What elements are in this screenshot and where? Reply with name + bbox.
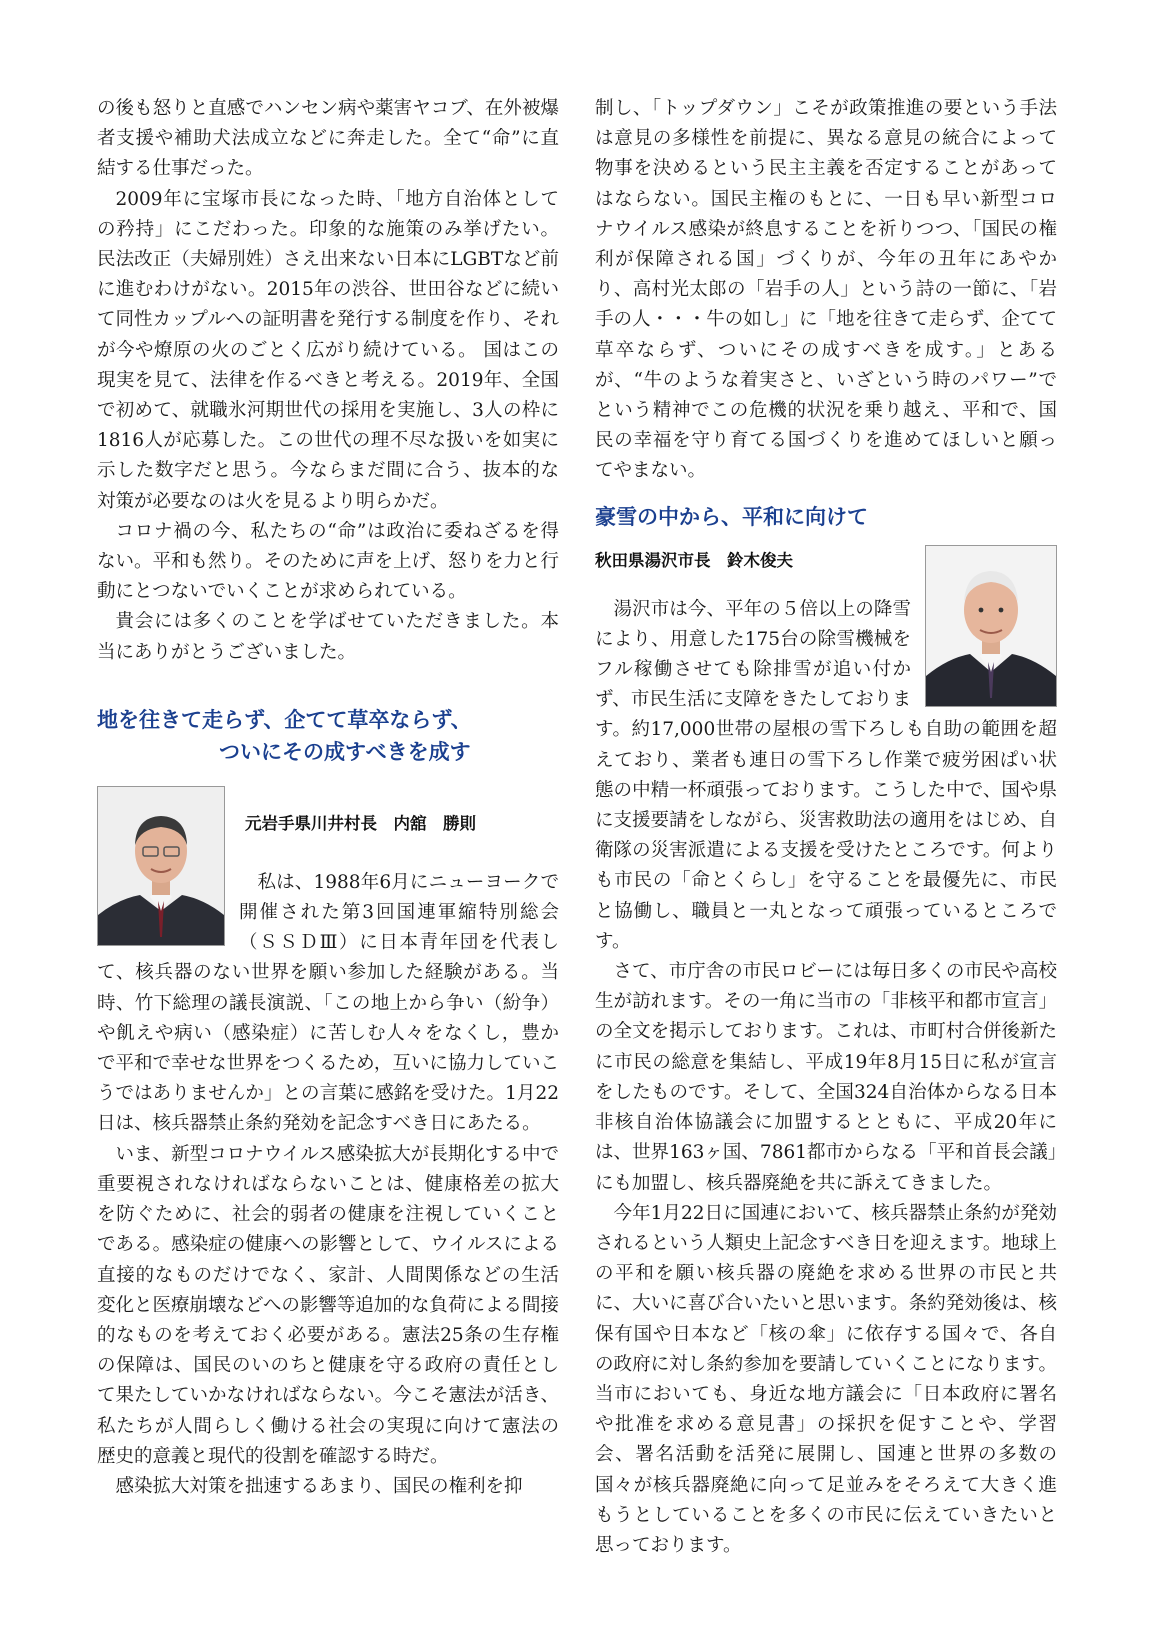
body-paragraph: 貴会には多くのことを学ばせていただきました。本当にありがとうございました。 bbox=[97, 611, 559, 663]
byline-suzuki: 秋田県湯沢市長 鈴木俊夫 bbox=[595, 550, 793, 570]
right-column bbox=[595, 94, 1057, 1561]
portrait-photo-suzuki bbox=[925, 545, 1057, 707]
byline-uchidate: 元岩手県川井村長 内舘 勝則 bbox=[245, 813, 476, 833]
body-paragraph: さて、市庁舎の市民ロビーには毎日多くの市民や高校生が訪れます。その一角に当市の「非核平和都市宣言」の全文を掲示しております。これは、市町村合併後新たに市民の総意を集結し、平成19年8月15日に私が宣言をしたものです。そして、全国324自治体からなる日本非核自治体協議会に加盟するとともに、平成20年には、世界163ヶ国、7861都市からなる「平和首長会議」にも加盟し、核兵器廃絶を共に訴えてきました。 bbox=[595, 961, 1057, 1194]
left-column bbox=[97, 94, 559, 1502]
body-paragraph: 今年1月22日に国連において、核兵器禁止条約が発効されるという人類史上記念すべき日を迎えます。地球上の平和を願い核兵器の廃絶を求める世界の市民と共に、大いに喜び合いたいと思います。条約発効後は、核保有国や日本など「核の傘」に依存する国々で、各自の政府に対し条約参加を要請していくことになります。当市においても、身近な地方議会に「日本政府に署名や批准を求める意見書」の採択を促すことや、学習会、署名活動を活発に展開し、国連と世界の多数の国々が核兵器廃絶に向って足並みをそろえて大きく進もうとしていることを多くの市民に伝えていきたいと思っております。 bbox=[595, 1202, 1057, 1556]
body-paragraph: 湯沢市は今、平年の５倍以上の降雪により、用意した175台の除雪機械をフル稼働させても除排雪が追い付かず、市民生活に支障をきたしております。約17,000世帯の屋根の雪下ろしも自助の範囲を超えており、業者も連日の雪下ろし作業で疲労困ぱい状態の中精一杯頑張っております。こうした中で、国や県に支援要請をしながら、災害救助法の適用をはじめ、自衛隊の災害派遣による支援を受けたところです。何よりも市民の「命とくらし」を守ることを最優先に、市民と協働し、職員と一丸となって頑張っているところです。 bbox=[595, 598, 1057, 952]
section-title-line2: ついにその成すべきを成す bbox=[219, 739, 471, 764]
body-paragraph: コロナ禍の今、私たちの“命”は政治に委ねざるを得ない。平和も然り。そのために声を上げ、怒りを力と行動にとつないでいくことが求められている。 bbox=[97, 520, 559, 603]
body-paragraph: の後も怒りと直感でハンセン病や薬害ヤコブ、在外被爆者支援や補助犬法成立などに奔走した。全て“命”に直結する仕事だった。 bbox=[97, 98, 559, 180]
body-paragraph: 感染拡大対策を拙速するあまり、国民の権利を抑 bbox=[115, 1475, 523, 1497]
section-title-snow: 豪雪の中から、平和に向けて bbox=[595, 504, 868, 529]
section-title-line1: 地を往きて走らず、企てて草卒ならず、 bbox=[97, 707, 472, 732]
body-paragraph: 制し、「トップダウン」こそが政策推進の要という手法は意見の多様性を前提に、異なる意見の統合によって物事を決めるという民主主義を否定することがあってはならない。国民主権のもとに、一日も早い新型コロナウイルス感染が終息することを祈りつつ、「国民の権利が保障される国」づくりが、今年の丑年にあやかり、高村光太郎の「岩手の人」という詩の一節に、「岩手の人・・・牛の如し」に「地を往きて走らず、企てて草卒ならず、ついにその成すべきを成す。」とあるが、“牛のような着実さと、いざという時のパワー”でという精神でこの危機的状況を乗り越え、平和で、国民の幸福を守り育てる国づくりを進めてほしいと願ってやまない。 bbox=[595, 98, 1057, 482]
body-paragraph: 2009年に宝塚市長になった時、「地方自治体としての矜持」にこだわった。印象的な施策のみ挙げたい。民法改正（夫婦別姓）さえ出来ない日本にLGBTなど前に進むわけがない。2015年の渋谷、世田谷などに続いて同性カップルへの証明書を発行する制度を作り、それが今や燎原の火のごとく広がり続けている。 国はこの現実を見て、法律を作るべきと考える。2019年、全国で初めて、就職氷河期世代の採用を実施し、3人の枠に1816人が応募した。この世代の理不尽な扱いを如実に示した数字だと思う。今ならまだ間に合う、抜本的な対策が必要なのは火を見るより明らかだ。 bbox=[97, 188, 559, 512]
body-paragraph: 私は、1988年6月にニューヨークで開催された第3回国連軍縮特別総会（ＳＳＤⅢ）に日本青年団を代表して、核兵器のない世界を願い参加した経験がある。当時、竹下総理の議長演説、「この地上から争い（紛争）や飢えや病い（感染症）に苦しむ人々をなくし，豊かで平和で幸せな世界をつくるため，互いに協力していこうではありませんか」との言葉に感銘を受けた。1月22日は、核兵器禁止条約発効を記念すべき日にあたる。 bbox=[97, 871, 559, 1135]
person-portrait-icon bbox=[926, 546, 1056, 706]
portrait-photo-uchidate bbox=[97, 786, 225, 946]
person-portrait-icon bbox=[98, 787, 224, 945]
body-paragraph: いま、新型コロナウイルス感染拡大が長期化する中で重要視されなければならないことは、健康格差の拡大を防ぐために、社会的弱者の健康を注視していくことである。感染症の健康への影響として、ウイルスによる直接的なものだけでなく、家計、人間関係などの生活変化と医療崩壊などへの影響等追加的な負荷による間接的なものを考えておく必要がある。憲法25条の生存権の保障は、国民のいのちと健康を守る政府の責任として果たしていかなければならない。今こそ憲法が活き、私たちが人間らしく働ける社会の実現に向けて憲法の歴史的意義と現代的役割を確認する時だ。 bbox=[97, 1143, 559, 1467]
